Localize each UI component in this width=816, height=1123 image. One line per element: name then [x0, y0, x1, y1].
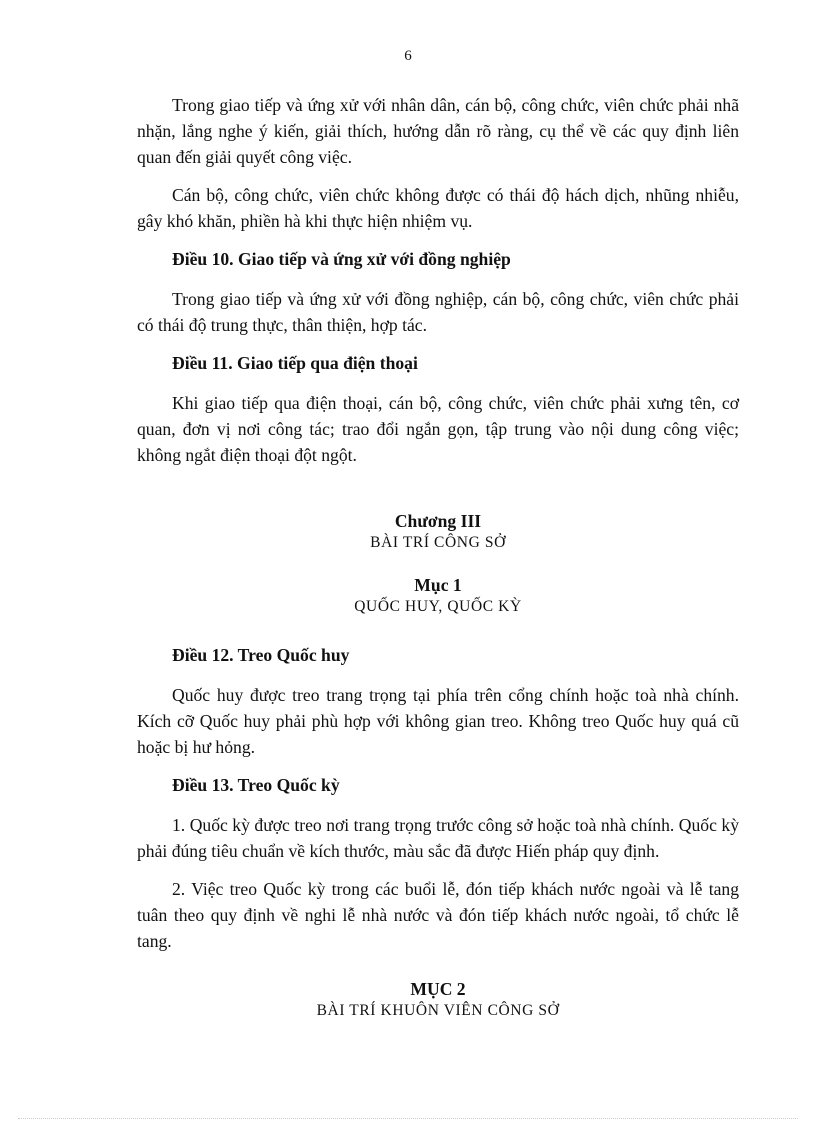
- chapter-subtitle: BÀI TRÍ CÔNG SỞ: [370, 534, 506, 551]
- section-heading-2: [137, 978, 739, 1022]
- article-heading-12: Điều 12. Treo Quốc huy: [172, 645, 350, 665]
- section-subtitle: BÀI TRÍ KHUÔN VIÊN CÔNG SỞ: [316, 1002, 560, 1019]
- article-heading-13: Điều 13. Treo Quốc kỳ: [172, 775, 340, 795]
- paragraph: 2. Việc treo Quốc kỳ trong các buổi lễ, đón tiếp khách nước ngoài và lễ tang tuân theo quy định về nghi lễ nhà nước và đón tiếp khách nước ngoài, tổ chức lễ tang.: [137, 879, 739, 951]
- section-title: Mục 1: [414, 575, 462, 595]
- article-heading-11: Điều 11. Giao tiếp qua điện thoại: [172, 353, 418, 373]
- chapter-title: Chương III: [394, 511, 482, 531]
- page-border-line: [18, 1118, 798, 1119]
- section-title: MỤC 2: [410, 979, 466, 999]
- paragraph: Trong giao tiếp và ứng xử với nhân dân, cán bộ, công chức, viên chức phải nhã nhặn, lắng nghe ý kiến, giải thích, hướng dẫn rõ ràng, cụ thể về các quy định liên quan đến giải quyết công việc.: [137, 95, 739, 167]
- section-subtitle: QUỐC HUY, QUỐC KỲ: [354, 598, 522, 615]
- document-body: [137, 92, 739, 1022]
- paragraph: Khi giao tiếp qua điện thoại, cán bộ, công chức, viên chức phải xưng tên, cơ quan, đơn vị nơi công tác; trao đổi ngắn gọn, tập trung vào nội dung công việc; không ngắt điện thoại đột ngột.: [137, 393, 739, 465]
- paragraph: 1. Quốc kỳ được treo nơi trang trọng trước công sở hoặc toà nhà chính. Quốc kỳ phải đúng tiêu chuẩn về kích thước, màu sắc đã được Hiến pháp quy định.: [137, 815, 739, 861]
- paragraph: Quốc huy được treo trang trọng tại phía trên cổng chính hoặc toà nhà chính. Kích cỡ Quốc huy phải phù hợp với không gian treo. Không treo Quốc huy quá cũ hoặc bị hư hỏng.: [137, 685, 739, 757]
- paragraph: Trong giao tiếp và ứng xử với đồng nghiệp, cán bộ, công chức, viên chức phải có thái độ trung thực, thân thiện, hợp tác.: [137, 289, 739, 335]
- paragraph: Cán bộ, công chức, viên chức không được có thái độ hách dịch, nhũng nhiễu, gây khó khăn, phiền hà khi thực hiện nhiệm vụ.: [137, 185, 739, 231]
- page-number: 6: [404, 48, 412, 64]
- chapter-heading: [137, 510, 739, 554]
- section-heading-1: [137, 574, 739, 618]
- article-heading-10: Điều 10. Giao tiếp và ứng xử với đồng nghiệp: [172, 249, 511, 269]
